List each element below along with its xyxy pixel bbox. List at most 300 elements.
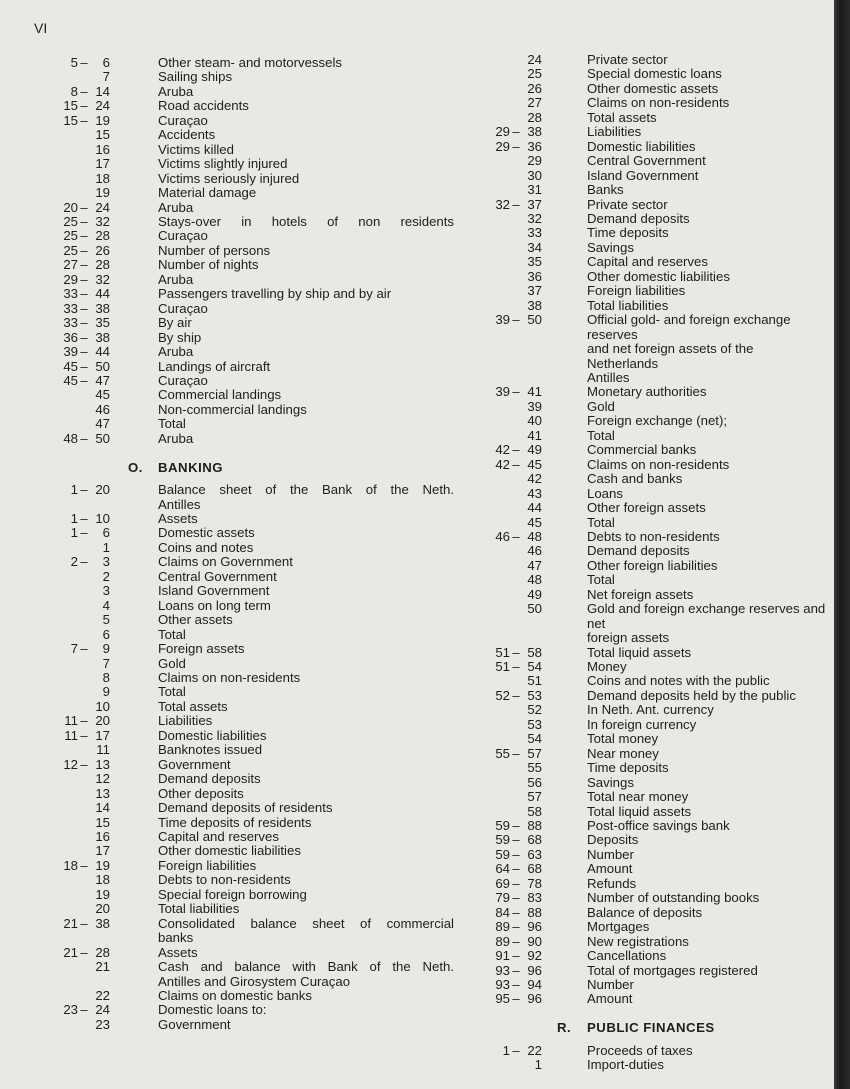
table-range-start: 29 — [495, 124, 510, 140]
table-range-start: 39 — [495, 384, 510, 400]
table-range-end: 50 — [527, 312, 542, 328]
entry-title: Balance of deposits — [587, 904, 703, 920]
index-entry — [0, 975, 430, 989]
table-range-end: 38 — [527, 124, 542, 140]
index-entry — [0, 729, 430, 743]
table-range-start: 33 — [63, 300, 78, 316]
entry-title: Money — [587, 659, 627, 675]
entry-title: Foreign assets — [158, 641, 245, 657]
index-entry — [430, 646, 830, 660]
entry-title: Total liquid assets — [587, 644, 692, 660]
table-range-end: 17 — [95, 843, 110, 859]
entry-title: Coins and notes with the public — [587, 673, 770, 689]
entry-title: Antilles — [587, 369, 630, 385]
index-entry — [0, 526, 430, 540]
table-range-end: 12 — [95, 771, 110, 787]
entry-title: Special foreign borrowing — [158, 886, 307, 902]
range-dash: – — [80, 525, 88, 541]
range-dash: – — [512, 846, 520, 862]
table-range-end: 11 — [96, 742, 110, 758]
range-dash: – — [512, 1042, 520, 1058]
table-range-end: 37 — [527, 283, 542, 299]
table-range-start: 1 — [70, 511, 78, 527]
table-range-start: 39 — [63, 344, 78, 360]
index-entry — [430, 1044, 830, 1058]
table-range-start: 39 — [495, 312, 510, 328]
table-range-end: 19 — [95, 886, 110, 902]
index-entry — [0, 946, 430, 960]
index-entry — [430, 299, 830, 313]
table-range-start: 12 — [63, 756, 78, 772]
index-entry — [430, 703, 830, 717]
index-entry — [0, 482, 454, 498]
table-range-end: 22 — [527, 1042, 542, 1058]
table-range-end: 53 — [527, 687, 542, 703]
table-range-end: 47 — [527, 557, 542, 573]
entry-title: Demand deposits held by the public — [587, 687, 796, 703]
entry-title: Other foreign assets — [587, 500, 706, 516]
index-entry — [0, 360, 430, 374]
index-entry — [430, 183, 830, 197]
entry-title: Amount — [587, 861, 633, 877]
entry-title: Time deposits of residents — [158, 814, 312, 830]
range-dash: – — [512, 644, 520, 660]
table-range-start: 89 — [495, 933, 510, 949]
entry-title: Net foreign assets — [587, 586, 694, 602]
table-range-start: 23 — [63, 1002, 78, 1018]
entry-title: Domestic loans to: — [158, 1002, 267, 1018]
table-range-end: 57 — [527, 789, 542, 805]
page-number: VI — [34, 20, 48, 36]
table-range-start: 55 — [495, 745, 510, 761]
index-entry — [430, 877, 830, 891]
entry-title: Time deposits — [587, 760, 669, 776]
entry-title: Total — [158, 626, 186, 642]
range-dash: – — [512, 919, 520, 935]
index-entry — [430, 154, 830, 168]
entry-title: Domestic assets — [158, 525, 255, 541]
index-entry — [430, 53, 830, 67]
table-range-start: 93 — [495, 962, 510, 978]
index-entry — [0, 331, 430, 345]
index-entry — [0, 541, 430, 555]
entry-title: In Neth. Ant. currency — [587, 702, 714, 718]
index-entry — [430, 67, 830, 81]
entry-title: Curaçao — [158, 112, 208, 128]
index-entry — [430, 212, 830, 226]
table-range-end: 28 — [95, 257, 110, 273]
entry-title: Antilles — [158, 496, 201, 512]
table-range-start: 5 — [70, 55, 78, 70]
range-dash: – — [80, 112, 88, 128]
table-range-start: 69 — [495, 875, 510, 891]
entry-title: Stays-over in hotels of non residents — [158, 213, 454, 229]
index-entry — [430, 516, 830, 530]
table-range-start: 93 — [495, 977, 510, 992]
index-entry — [0, 287, 430, 301]
table-range-end: 90 — [527, 933, 542, 949]
range-dash: – — [80, 228, 88, 244]
table-range-start: 79 — [495, 890, 510, 906]
entry-title: By air — [158, 315, 192, 331]
table-range-end: 39 — [527, 398, 542, 414]
table-range-start: 42 — [495, 456, 510, 472]
entry-title: Non-commercial landings — [158, 401, 307, 417]
range-dash: – — [80, 430, 88, 446]
index-entry — [0, 403, 430, 417]
range-dash: – — [512, 962, 520, 978]
table-range-end: 20 — [95, 482, 110, 498]
entry-title: Demand deposits — [587, 543, 690, 559]
index-entry — [0, 244, 430, 258]
table-range-end: 35 — [95, 315, 110, 331]
range-dash: – — [80, 372, 88, 388]
index-entry — [0, 816, 430, 830]
entry-title: Other foreign liabilities — [587, 557, 718, 573]
table-range-end: 50 — [527, 601, 542, 617]
index-entry — [0, 302, 430, 316]
index-entry — [430, 342, 830, 371]
entry-title: Total money — [587, 731, 659, 747]
index-entry — [0, 743, 430, 757]
table-range-end: 22 — [95, 987, 110, 1003]
entry-title: Passengers travelling by ship and by air — [158, 286, 392, 302]
entry-title: Claims on non-residents — [587, 456, 730, 472]
table-range-end: 20 — [95, 713, 110, 729]
index-entry — [0, 657, 430, 671]
table-range-end: 56 — [527, 774, 542, 790]
table-range-start: 46 — [495, 528, 510, 544]
range-dash: – — [512, 442, 520, 458]
index-entry — [430, 385, 830, 399]
range-dash: – — [512, 312, 520, 328]
section-letter: R. — [557, 1020, 572, 1036]
table-range-start: 21 — [63, 944, 78, 960]
table-range-start: 15 — [63, 98, 78, 114]
section-heading — [0, 461, 430, 475]
index-entry — [0, 498, 430, 512]
index-entry — [430, 862, 830, 876]
table-range-start: 45 — [63, 372, 78, 388]
index-entry — [430, 270, 830, 284]
range-dash: – — [80, 257, 88, 273]
table-range-start: 32 — [495, 196, 510, 212]
index-entry — [430, 443, 830, 457]
entry-title: Number of persons — [158, 242, 271, 258]
blank-line — [0, 446, 430, 460]
table-range-end: 83 — [527, 890, 542, 906]
range-dash: – — [80, 300, 88, 316]
table-range-end: 49 — [527, 442, 542, 458]
range-dash: – — [80, 213, 88, 229]
table-range-start: 18 — [63, 857, 78, 873]
table-range-start: 45 — [63, 358, 78, 374]
table-range-end: 45 — [95, 387, 110, 403]
range-dash: – — [512, 138, 520, 154]
table-range-end: 38 — [95, 915, 110, 931]
table-range-end: 28 — [95, 228, 110, 244]
index-entry — [0, 758, 430, 772]
index-entry — [430, 429, 830, 443]
range-dash: – — [512, 124, 520, 140]
entry-title: Total — [587, 514, 615, 530]
entry-title: Curaçao — [158, 372, 208, 388]
index-entry — [430, 848, 830, 862]
entry-title: Special domestic loans — [587, 66, 722, 82]
entry-title: Deposits — [587, 832, 639, 848]
section-title: PUBLIC FINANCES — [587, 1020, 715, 1036]
index-entry — [430, 588, 830, 602]
index-entry — [0, 671, 430, 685]
section-letter: O. — [128, 459, 143, 475]
entry-title: Assets — [158, 944, 198, 960]
index-entry — [430, 313, 830, 342]
table-range-end: 7 — [102, 655, 110, 671]
index-entry — [0, 915, 454, 931]
table-range-start: 2 — [70, 554, 78, 570]
table-range-start: 1 — [70, 525, 78, 541]
entry-title: Banknotes issued — [158, 742, 263, 758]
entry-title: Demand deposits — [158, 771, 261, 787]
table-range-end: 14 — [95, 83, 110, 99]
index-entry — [0, 316, 430, 330]
entry-title: Number of outstanding books — [587, 890, 760, 906]
table-range-start: 33 — [63, 315, 78, 331]
index-entry — [0, 873, 430, 887]
table-range-end: 4 — [102, 597, 110, 613]
table-range-start: 95 — [495, 991, 510, 1007]
entry-title: Island Government — [587, 167, 699, 183]
index-entry — [0, 114, 430, 128]
range-dash: – — [512, 196, 520, 212]
index-entry — [0, 787, 430, 801]
entry-title: Aruba — [158, 271, 194, 287]
entry-title: Loans on long term — [158, 597, 271, 613]
entry-title: Cancellations — [587, 948, 667, 964]
table-range-end: 37 — [527, 196, 542, 212]
index-entry — [430, 125, 830, 139]
table-range-end: 8 — [102, 670, 110, 686]
table-range-end: 20 — [95, 901, 110, 917]
entry-title: Gold — [587, 398, 615, 414]
index-entry — [0, 229, 430, 243]
table-range-end: 88 — [527, 904, 542, 920]
index-entry — [0, 388, 430, 402]
table-range-end: 38 — [527, 297, 542, 313]
table-range-end: 29 — [527, 153, 542, 169]
table-range-end: 25 — [527, 66, 542, 82]
table-range-end: 9 — [102, 684, 110, 700]
table-range-start: 42 — [495, 442, 510, 458]
table-range-end: 45 — [527, 514, 542, 530]
entry-title: Liabilities — [158, 713, 213, 729]
table-range-start: 8 — [70, 83, 78, 99]
table-range-end: 33 — [527, 225, 542, 241]
range-dash: – — [80, 286, 88, 302]
entry-title: Foreign liabilities — [158, 857, 257, 873]
entry-title: foreign assets — [587, 630, 670, 646]
table-range-end: 5 — [102, 612, 110, 628]
table-range-end: 35 — [527, 254, 542, 270]
index-entry — [430, 96, 830, 110]
index-entry — [430, 776, 830, 790]
table-range-end: 19 — [95, 857, 110, 873]
table-range-end: 7 — [102, 69, 110, 85]
entry-title: Cash and banks — [587, 471, 683, 487]
range-dash: – — [80, 329, 88, 345]
table-range-start: 11 — [64, 713, 78, 729]
index-entry — [0, 374, 430, 388]
index-entry — [0, 801, 430, 815]
index-entry — [430, 559, 830, 573]
index-entry — [0, 888, 430, 902]
entry-title: Demand deposits of residents — [158, 800, 333, 816]
table-range-end: 45 — [527, 456, 542, 472]
table-range-end: 43 — [527, 485, 542, 501]
range-dash: – — [80, 1002, 88, 1018]
entry-title: Central Government — [587, 153, 706, 169]
index-entry — [0, 555, 430, 569]
entry-title: Other steam- and motorvessels — [158, 55, 342, 70]
entry-title: Claims on non-residents — [158, 670, 301, 686]
table-range-end: 96 — [527, 962, 542, 978]
index-entry — [430, 819, 830, 833]
index-entry — [0, 685, 430, 699]
table-range-start: 27 — [63, 257, 78, 273]
range-dash: – — [512, 875, 520, 891]
entry-title: banks — [158, 930, 194, 946]
table-range-end: 36 — [527, 138, 542, 154]
table-range-end: 92 — [527, 948, 542, 964]
entry-title: Consolidated balance sheet of commercial — [158, 915, 454, 931]
table-range-end: 38 — [95, 300, 110, 316]
index-entry — [430, 111, 830, 125]
index-entry — [430, 964, 830, 978]
table-range-end: 24 — [95, 199, 110, 215]
range-dash: – — [512, 948, 520, 964]
index-entry — [430, 530, 830, 544]
table-range-start: 25 — [63, 228, 78, 244]
entry-title: Private sector — [587, 52, 668, 67]
range-dash: – — [512, 384, 520, 400]
range-dash: – — [80, 98, 88, 114]
table-range-end: 31 — [527, 182, 542, 198]
entry-title: Total — [158, 416, 186, 432]
table-range-end: 55 — [527, 760, 542, 776]
entry-title: Savings — [587, 774, 634, 790]
range-dash: – — [512, 687, 520, 703]
index-entry — [430, 82, 830, 96]
index-entry — [0, 584, 430, 598]
table-range-end: 46 — [95, 401, 110, 417]
entry-title: By ship — [158, 329, 202, 345]
index-entry — [430, 414, 830, 428]
index-entry — [0, 172, 430, 186]
range-dash: – — [80, 358, 88, 374]
index-entry — [0, 99, 430, 113]
table-range-end: 17 — [95, 727, 110, 743]
index-entry — [0, 989, 430, 1003]
index-entry — [0, 1018, 430, 1032]
table-range-end: 36 — [527, 268, 542, 284]
index-entry — [0, 1003, 430, 1017]
index-entry — [430, 472, 830, 486]
index-entry — [430, 631, 830, 645]
table-range-start: 59 — [495, 846, 510, 862]
index-entry — [430, 920, 830, 934]
entry-title: Aruba — [158, 83, 194, 99]
index-entry — [0, 345, 430, 359]
table-range-end: 14 — [95, 800, 110, 816]
index-entry — [430, 573, 830, 587]
index-entry — [0, 959, 454, 975]
entry-title: Accidents — [158, 127, 216, 143]
table-range-end: 6 — [102, 55, 110, 70]
entry-title: Sailing ships — [158, 69, 233, 85]
table-range-end: 18 — [95, 872, 110, 888]
index-entry — [0, 56, 430, 70]
entry-title: Time deposits — [587, 225, 669, 241]
entry-title: Foreign exchange (net); — [587, 413, 728, 429]
entry-title: and net foreign assets of the Netherlands — [587, 341, 754, 371]
table-range-start: 36 — [63, 329, 78, 345]
table-range-start: 64 — [495, 861, 510, 877]
range-dash: – — [80, 315, 88, 331]
entry-title: Proceeds of taxes — [587, 1042, 693, 1058]
entry-title: Government — [158, 756, 231, 772]
index-entry — [0, 417, 430, 431]
index-entry — [0, 700, 430, 714]
table-range-end: 18 — [95, 170, 110, 186]
index-entry — [0, 186, 430, 200]
index-entry — [0, 628, 430, 642]
table-range-end: 44 — [527, 500, 542, 516]
table-range-end: 16 — [95, 141, 110, 157]
range-dash: – — [512, 832, 520, 848]
entry-title: Commercial landings — [158, 387, 282, 403]
table-range-end: 50 — [95, 430, 110, 446]
table-range-end: 38 — [95, 329, 110, 345]
table-range-end: 44 — [95, 344, 110, 360]
entry-title: Foreign liabilities — [587, 283, 686, 299]
table-range-end: 17 — [95, 156, 110, 172]
entry-title: Claims on domestic banks — [158, 987, 312, 1003]
table-range-start: 33 — [63, 286, 78, 302]
table-range-start: 48 — [63, 430, 78, 446]
entry-title: Curaçao — [158, 300, 208, 316]
index-entry — [430, 284, 830, 298]
index-entry — [430, 761, 830, 775]
entry-title: Aruba — [158, 344, 194, 360]
index-entry — [430, 400, 830, 414]
table-range-end: 57 — [527, 745, 542, 761]
table-range-start: 25 — [63, 242, 78, 258]
range-dash: – — [512, 904, 520, 920]
table-range-end: 9 — [102, 641, 110, 657]
entry-title: Assets — [158, 511, 198, 527]
table-range-end: 53 — [527, 716, 542, 732]
table-range-end: 54 — [527, 731, 542, 747]
index-entry — [0, 258, 430, 272]
entry-title: Road accidents — [158, 98, 249, 114]
table-range-end: 32 — [527, 210, 542, 226]
table-range-end: 1 — [534, 1057, 542, 1073]
range-dash: – — [512, 528, 520, 544]
index-entry — [0, 772, 430, 786]
index-entry — [0, 599, 430, 613]
range-dash: – — [80, 944, 88, 960]
table-range-start: 21 — [63, 915, 78, 931]
